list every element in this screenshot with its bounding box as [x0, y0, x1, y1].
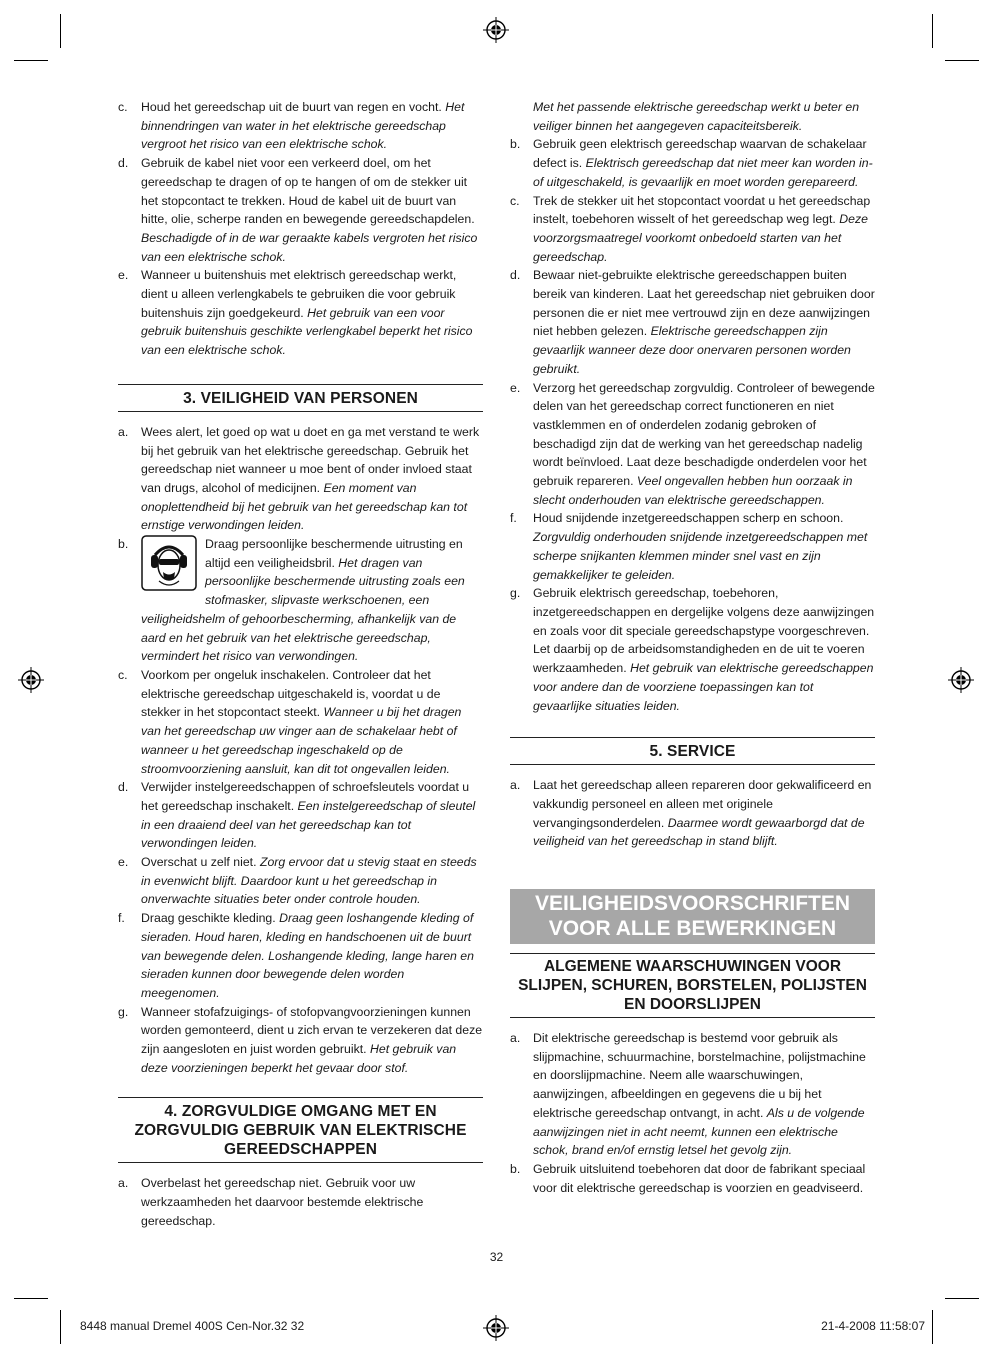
list-item: e. Wanneer u buitenshuis met elektrisch gereedschap werkt, dient u alleen verlengkabels te gebruiken die voor gebruik buitenshuis zijn goedgekeurd. Het gebruik van een voor gebruik buitenshuis geschikte verlengkabel beperkt het risico van een elektrische schok. [118, 268, 473, 358]
list-item: b. Gebruik uitsluitend toebehoren dat door de fabrikant speciaal voor dit elektrische gereedschap is voorzien en geadviseerd. [510, 1161, 866, 1195]
registration-mark-icon [948, 667, 974, 693]
list-item: a. Overbelast het gereedschap niet. Gebruik voor uw werkzaamheden het daarvoor bestemde elektrische gereedschap. [118, 1176, 424, 1228]
crop-mark [14, 1298, 48, 1299]
list-item: d. Gebruik de kabel niet voor een verkeerd doel, om het gereedschap te dragen of op te hangen of om de stekker uit het stopcontact te trekken. Houd de kabel uit de buurt van hitte, olie, scherpe randen en bewegende gereedschapdelen. Beschadigde of in de war geraakte kabels vergroten het risico van een elektrische schok. [118, 156, 478, 264]
crop-mark [932, 14, 933, 48]
crop-mark [932, 1310, 933, 1344]
footer-timestamp: 21-4-2008 11:58:07 [821, 1319, 925, 1333]
list-item: d. Verwijder instelgereedschappen of schroefsleutels voordat u het gereedschap inschakelt. Een instelgereedschap of sleutel in een draaiend deel van het gereedschap kan tot verwondingen leiden. [118, 780, 476, 851]
section-heading: 4. ZORGVULDIGE OMGANG MET EN ZORGVULDIG GEBRUIK VAN ELEKTRISCHE GEREEDSCHAPPEN [118, 1097, 483, 1163]
list-item: a. Dit elektrische gereedschap is bestemd voor gebruik als slijpmachine, schuurmachine, borstelmachine, polijstmachine en doorslijpmachine. Neem alle waarschuwingen, aanwijzingen, afbeeldingen en gegevens die u bij het elektrische gereedschap ontvangt, in acht. Als u de volgende aanwijzingen niet in acht neemt, kunnen een elektrische schok, brand en/of ernstig letsel het gevolg zijn. [510, 1031, 866, 1158]
registration-mark-icon [483, 1315, 509, 1341]
list-item: c. Houd het gereedschap uit de buurt van regen en vocht. Het binnendringen van water in het elektrische gereedschap vergroot het risico van een elektrische schok. [118, 100, 465, 152]
list-item: a. Laat het gereedschap alleen repareren door gekwalificeerd en vakkundig personeel en alleen met originele vervangingsonderdelen. Daarmee wordt gewaarborgd dat de veiligheid van het gereedschap in stand blijft. [510, 778, 872, 849]
list-item: c. Voorkom per ongeluk inschakelen. Controleer dat het elektrische gereedschap uitgeschakeld is, voordat u de stekker in het stopcontact steekt. Wanneer u bij het dragen van het gereedschap uw vinger aan de schakelaar hebt of wanneer u het gereedschap ingeschakeld op de stroomvoorziening aansluit, kan dit tot ongevallen leiden. [118, 667, 462, 776]
safety-goggles-ear-protection-icon [141, 535, 197, 591]
main-title: VEILIGHEIDSVOORSCHRIFTEN VOOR ALLE BEWERKINGEN [510, 889, 875, 944]
crop-mark [945, 60, 979, 61]
list-item: b. Gebruik geen elektrisch gereedschap waarvan de schakelaar defect is. Elektrisch gereedschap dat niet meer kan worden in- of uitgeschakeld, is gevaarlijk en moet worden gerepareerd. [510, 137, 873, 189]
registration-mark-icon [483, 17, 509, 43]
list-item: c. Trek de stekker uit het stopcontact voordat u het gereedschap instelt, toebehoren wisselt of het gereedschap weg legt. Deze voorzorgsmaatregel voorkomt onbedoeld starten van het gereedschap. [510, 193, 871, 264]
list-item: a. Wees alert, let goed op wat u doet en ga met verstand te werk bij het gebruik van het elektrische gereedschap. Gebruik het gereedschap niet wanneer u moe bent of onder invloed staat van drugs, alcohol of medicijnen. Een moment van onoplettendheid bij het gebruik van het gereedschap kan tot ernstige verwondingen leiden. [118, 424, 480, 533]
crop-mark [60, 14, 61, 48]
section-heading: 3. VEILIGHEID VAN PERSONEN [118, 384, 483, 412]
list-item: e. Verzorg het gereedschap zorgvuldig. Controleer of bewegende delen van het gereedschap correct functioneren en niet vastklemmen en of onderdelen zodanig gebroken of beschadigd zijn dat de werking van het gereedschap nadelig wordt beïnvloed. Laat deze beschadigde onderdelen voor het gebruik repareren. Veel ongevallen hebben hun oorzaak in slecht onderhouden van elektrische gereedschappen. [510, 380, 875, 507]
list-item: g. Gebruik elektrisch gereedschap, toebehoren, inzetgereedschappen en dergelijke volgens deze aanwijzingen en zoals voor dit speciale gereedschapstype voorgeschreven. Let daarbij op de arbeidsomstandigheden en de uit te voeren werkzaamheden. Het gebruik van elektrische gereedschappen voor andere dan de voorziene toepassingen kan tot gevaarlijke situaties leiden. [510, 586, 875, 713]
registration-mark-icon [18, 667, 44, 693]
list-top [118, 98, 483, 360]
crop-mark [60, 1310, 61, 1344]
section-heading: 5. SERVICE [510, 737, 875, 765]
crop-mark [14, 60, 48, 61]
list-item: f. Draag geschikte kleding. Draag geen loshangende kleding of sieraden. Houd haren, kleding en handschoenen uit de buurt van bewegende delen. Loshangende kleding, lange haren en sieraden kunnen door bewegende delen worden meegenomen. [118, 911, 474, 1000]
page-number: 32 [489, 1250, 504, 1264]
right-column [510, 98, 875, 1197]
list-item: d. Bewaar niet-gebruikte elektrische gereedschappen buiten bereik van kinderen. Laat het gereedschap niet gebruiken door personen die er niet mee vertrouwd zijn en deze aanwijzingen niet hebben gelezen. Elektrische gereedschappen zijn gevaarlijk wanneer deze door onervaren personen worden gebruikt. [510, 268, 875, 376]
crop-mark [945, 1298, 979, 1299]
section-heading: ALGEMENE WAARSCHUWINGEN VOOR SLIJPEN, SCHUREN, BORSTELEN, POLIJSTEN EN DOORSLIJPEN [510, 953, 875, 1018]
continuation-text: Met het passende elektrische gereedschap werkt u beter en veiliger binnen het aangegeven capaciteitsbereik. [533, 100, 860, 133]
left-column [118, 98, 483, 1231]
list-item: e. Overschat u zelf niet. Zorg ervoor dat u stevig staat en steeds in evenwicht blijft. Daardoor kunt u het gereedschap in onverwachte situaties beter onder controle houden. [118, 855, 477, 907]
list-item: g. Wanneer stofafzuigings- of stofopvangvoorzieningen kunnen worden gemonteerd, dient u zich ervan te verzekeren dat deze zijn aangesloten en juist worden gebruikt. Het gebruik van deze voorzieningen beperkt het gevaar door stof. [118, 1004, 483, 1075]
footer-file-info: 8448 manual Dremel 400S Cen-Nor.32 32 [80, 1319, 305, 1333]
list-item: f. Houd snijdende inzetgereedschappen scherp en schoon. Zorgvuldig onderhouden snijdende inzetgereedschappen met scherpe snijkanten klemmen minder snel vast en zijn gemakkelijker te geleiden. [510, 511, 868, 582]
list-item: b. Draag persoonlijke beschermende uitrusting en altijd een veiligheidsbril. Het dragen van persoonlijke beschermende uitrusting zoals een stofmasker, slipvaste werkschoenen, een veiligheidshelm of gehoorbescherming, afhankelijk van de aard en het gebruik van het elektrische gereedschap, vermindert het risico van verwondingen. [118, 537, 465, 664]
